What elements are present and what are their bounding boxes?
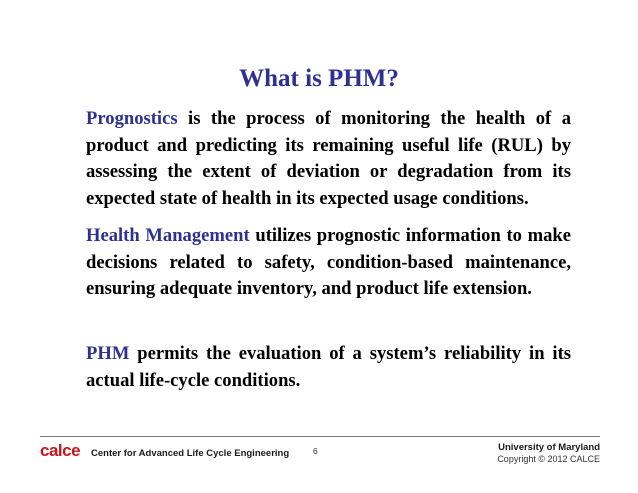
university-name: University of Maryland (498, 442, 600, 453)
term-health-management: Health Management (86, 225, 250, 246)
center-name: Center for Advanced Life Cycle Engineering (91, 448, 290, 459)
paragraph-text: permits the evaluation of a system’s reliability in its actual life-cycle conditions. (86, 343, 571, 391)
term-phm: PHM (86, 343, 130, 364)
paragraph-prognostics (86, 106, 571, 212)
term-prognostics: Prognostics (86, 108, 178, 129)
paragraph-phm (86, 341, 571, 394)
paragraph-health-management (86, 223, 571, 303)
copyright-notice: Copyright © 2012 CALCE (497, 454, 600, 464)
paragraph-text: utilizes prognostic information to make decisions related to safety, condition-based maintenance, ensuring adequate inventory, and product life extension. (86, 225, 572, 299)
paragraph-text: is the process of monitoring the health of a product and predicting its remaining useful life (RUL) by assessing the extent of deviation or degradation from its expected state of health in its expected usage conditions. (86, 108, 571, 209)
footer-divider (40, 436, 600, 437)
slide-title: What is PHM? (239, 65, 399, 92)
page-number: 6 (313, 446, 318, 456)
calce-logo: calce (40, 441, 81, 460)
